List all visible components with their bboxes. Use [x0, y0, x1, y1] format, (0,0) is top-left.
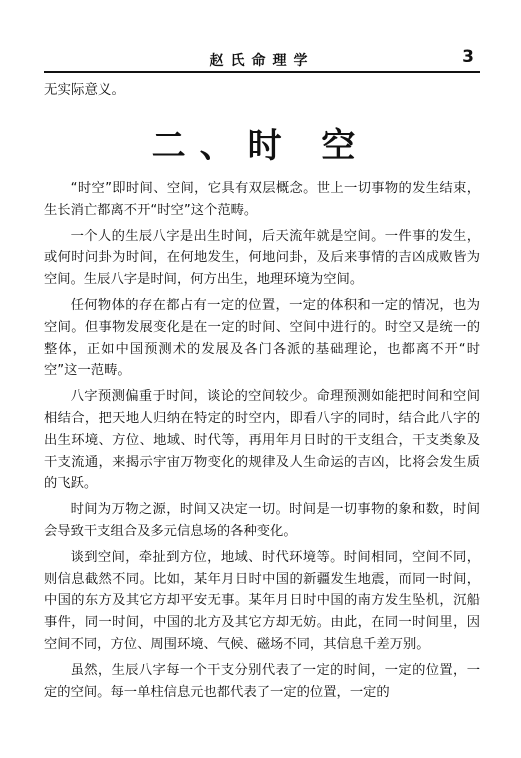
- header-rule: [44, 71, 480, 73]
- paragraph: 八字预测偏重于时间，谈论的空间较少。命理预测如能把时间和空间相结合，把天地人归纳在特定的时空内，即看八字的同时，结合此八字的出生环境、方位、地域、时代等，再用年月日时的干支组合，干支类象及干支流通，来揭示宇宙万物变化的规律及人生命运的吉凶，比将会发生质的飞跃。: [44, 389, 480, 492]
- section-title: 二、时 空: [151, 126, 370, 166]
- paragraph: 谈到空间，牵扯到方位，地域、时代环境等。时间相同，空间不同，则信息截然不同。比如，某年月日时中国的新疆发生地震，而同一时间，中国的东方及其它方却平安无事。某年月日时中国的南方发生坠机，沉船事件，同一时间，中国的北方及其它方却无妨。由此，在同一时间里，因空间不同，方位、周围环境、气候、磁场不同，其信息千差万别。: [44, 549, 480, 652]
- page-number: 3: [462, 47, 474, 67]
- book-title: 赵氏命理学: [209, 53, 315, 69]
- running-header: [44, 44, 480, 70]
- paragraph: 一个人的生辰八字是出生时间，后天流年就是空间。一件事的发生，或何时问卦为时间，在何地发生，何地问卦，及后来事情的吉凶成败皆为空间。生辰八字是时间，何方出生，地理环境为空间。: [44, 228, 480, 288]
- paragraph: “时空”即时间、空间，它具有双层概念。世上一切事物的发生结束，生长消亡都离不开“时空”这个范畴。: [44, 181, 480, 218]
- paragraph: 任何物体的存在都占有一定的位置，一定的体积和一定的情况，也为空间。但事物发展变化是在一定的时间、空间中进行的。时空又是统一的整体，正如中国预测术的发展及各门各派的基础理论，也都离不开“时空”这一范畴。: [44, 297, 480, 379]
- paragraph: 虽然，生辰八字每一个干支分别代表了一定的时间，一定的位置，一定的空间。每一单柱信息元也都代表了一定的位置，一定的: [44, 662, 480, 700]
- body-text: [44, 178, 480, 703]
- continued-text: 无实际意义。: [44, 82, 125, 98]
- paragraph: 时间为万物之源，时间又决定一切。时间是一切事物的象和数，时间会导致干支组合及多元信息场的各种变化。: [44, 502, 480, 539]
